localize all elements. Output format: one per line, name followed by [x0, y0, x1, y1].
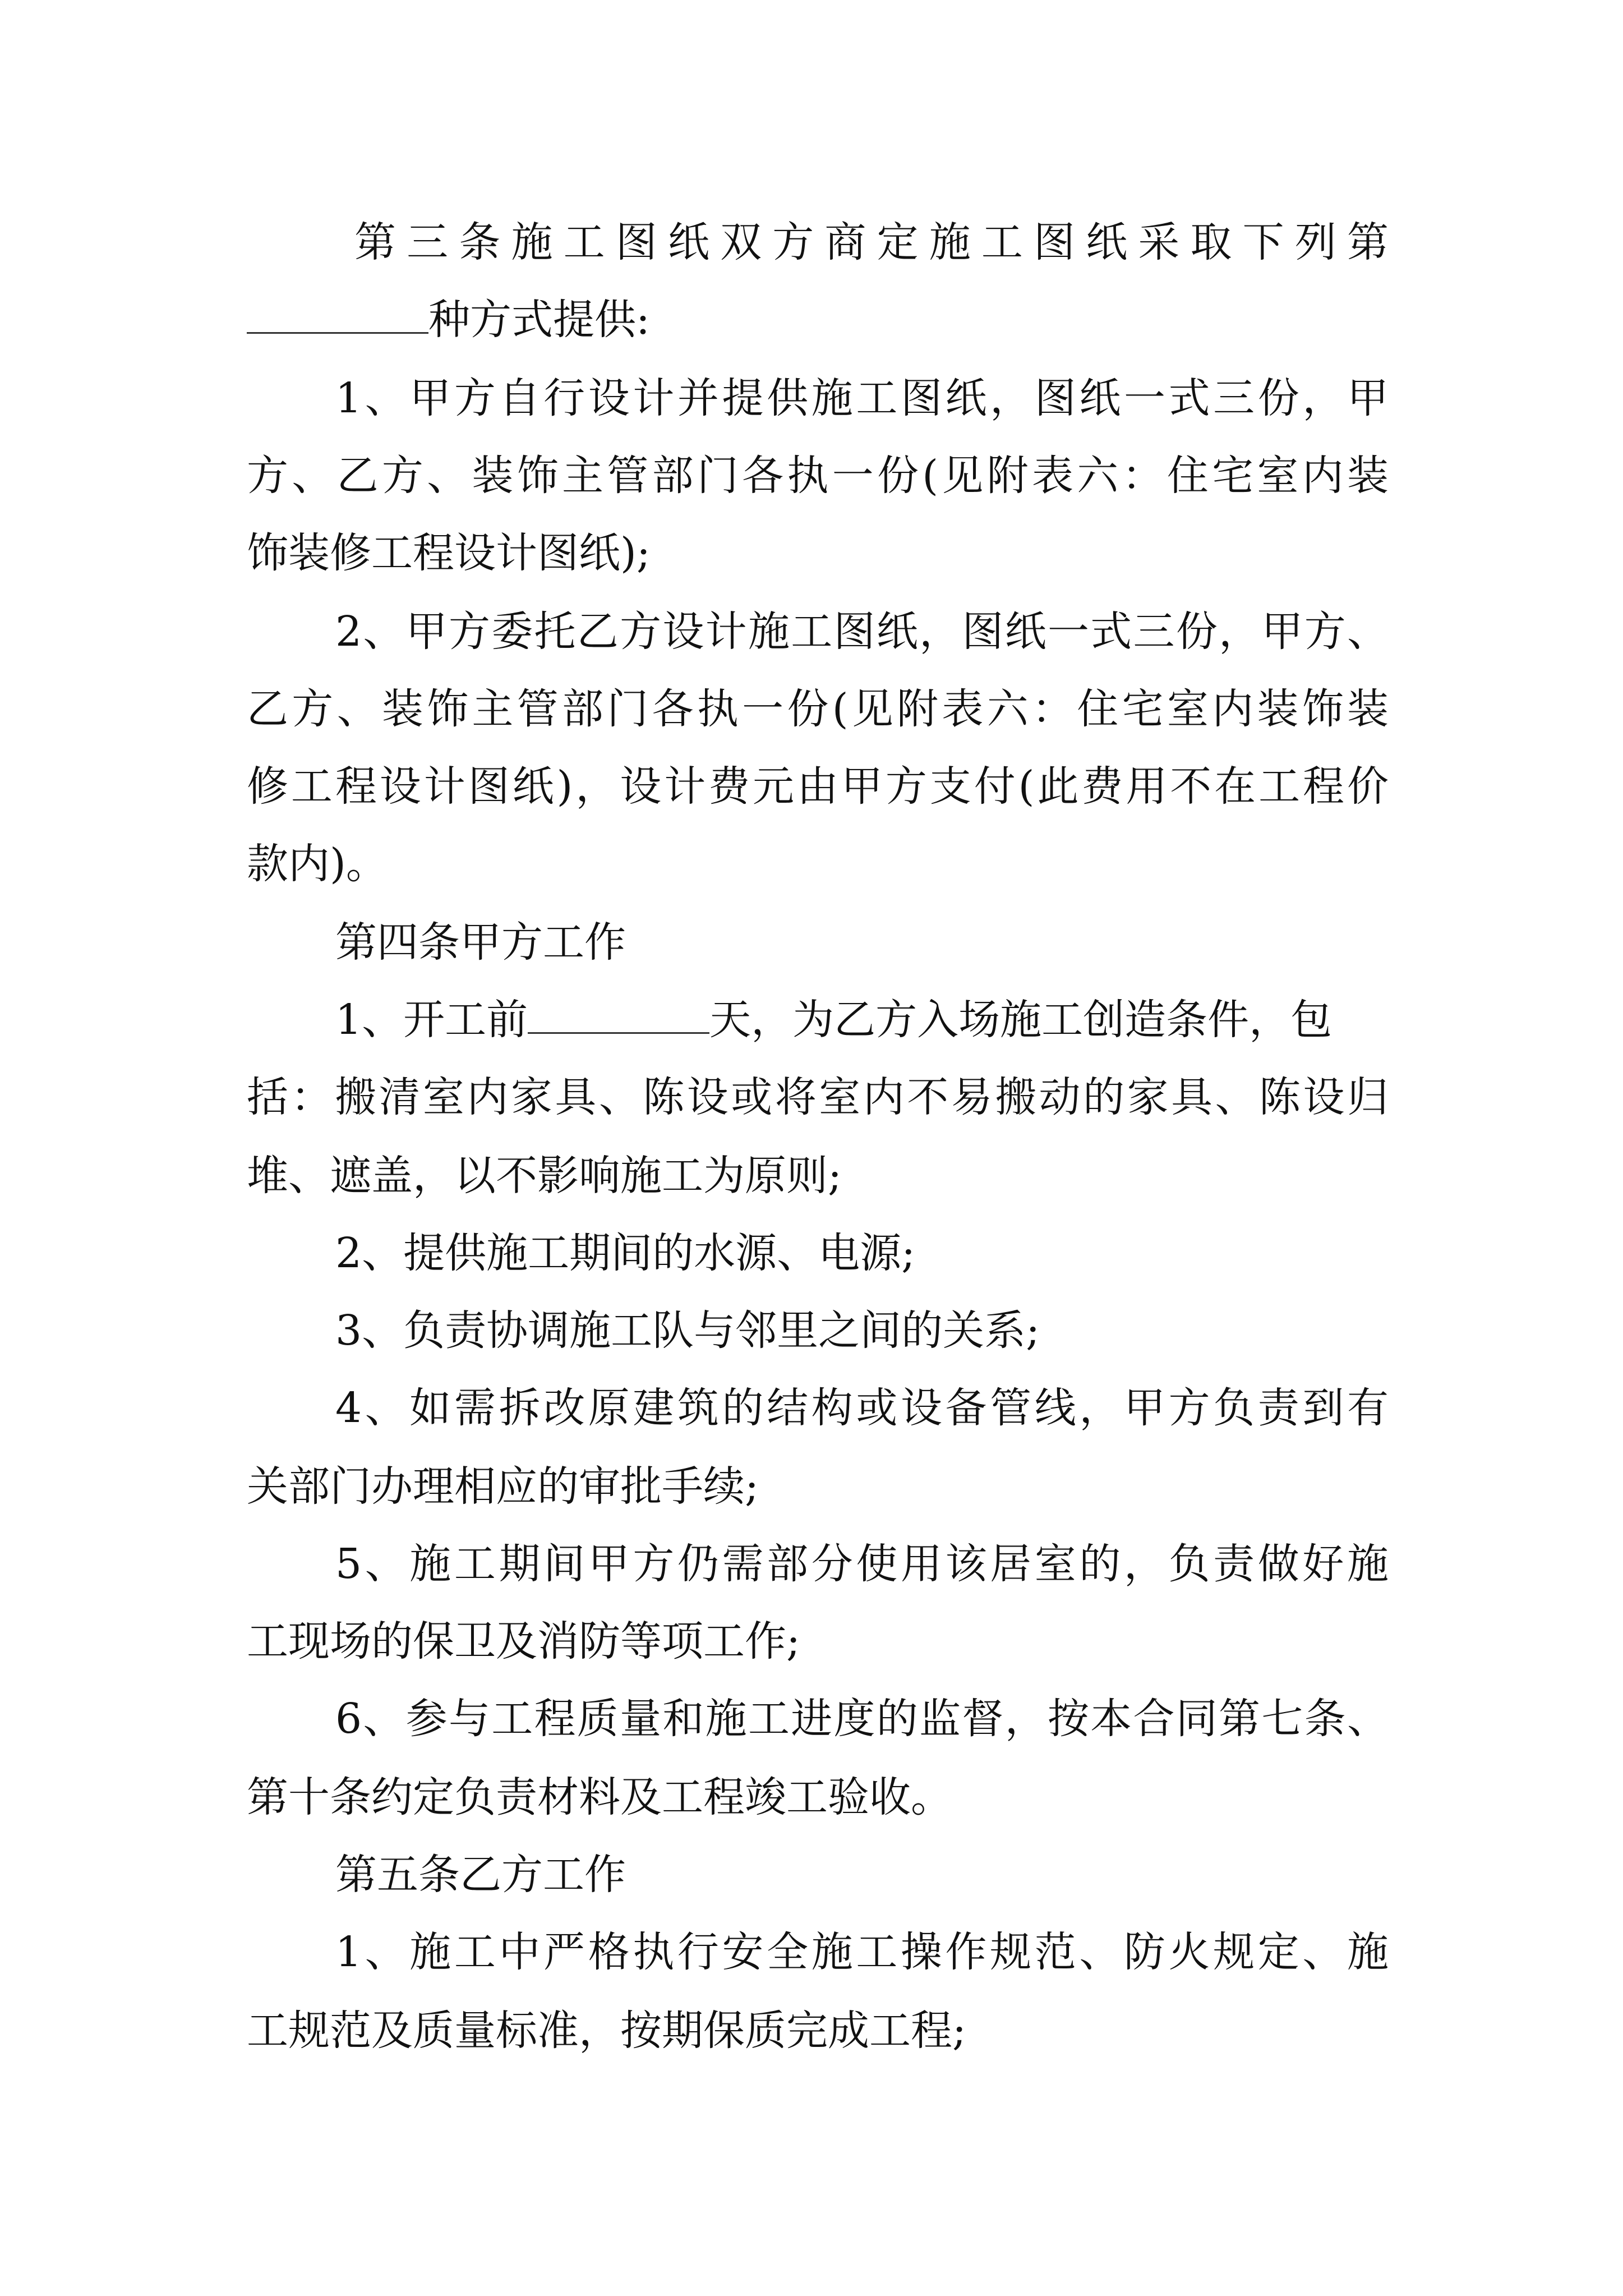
article-4-item-1-line-3: 堆、遮盖，以不影响施工为原则;	[247, 1152, 842, 1200]
article-4-item-4-line-2: 关部门办理相应的审批手续;	[247, 1462, 759, 1511]
article-3-item-2-line-3: 修工程设计图纸)，设计费元由甲方支付(此费用不在工程价	[247, 762, 1389, 811]
article-4-item-6-line-1: 6、参与工程质量和施工进度的监督，按本合同第七条、	[335, 1695, 1389, 1743]
article-4-item-5-line-2: 工现场的保卫及消防等项工作;	[247, 1617, 800, 1665]
article-4-heading: 第四条甲方工作	[335, 918, 626, 967]
article-3-heading: 第三条施工图纸双方商定施工图纸采取下列第	[354, 218, 1389, 266]
article-4-item-2: 2、提供施工期间的水源、电源;	[335, 1229, 916, 1277]
article-3-item-1-line-3: 饰装修工程设计图纸);	[247, 529, 651, 577]
article-5-item-1-line-2: 工规范及质量标准，按期保质完成工程;	[247, 2007, 966, 2055]
article-3-item-2-line-4: 款内)。	[247, 840, 388, 888]
article-4-item-3: 3、负责协调施工队与邻里之间的关系;	[335, 1306, 1040, 1355]
fill-in-blank-method	[247, 293, 428, 334]
article-4-item-1-line-1: 1、开工前 天，为乙方入场施工创造条件，包	[335, 993, 1389, 1047]
article-3-item-2-line-1: 2、甲方委托乙方设计施工图纸，图纸一式三份，甲方、	[335, 608, 1389, 656]
article-3-item-1-line-2: 方、乙方、装饰主管部门各执一份(见附表六：住宅室内装	[247, 452, 1389, 500]
article-4-item-4-line-1: 4、如需拆改原建筑的结构或设备管线，甲方负责到有	[335, 1384, 1389, 1432]
article-4-item-6-line-2: 第十条约定负责材料及工程竣工验收。	[247, 1773, 952, 1821]
article-5-heading: 第五条乙方工作	[335, 1851, 626, 1899]
article-5-item-1-line-1: 1、施工中严格执行安全施工操作规范、防火规定、施	[335, 1928, 1389, 1976]
article-3-heading-continued: 种方式提供:	[247, 293, 1389, 347]
article-3-item-2-line-2: 乙方、装饰主管部门各执一份(见附表六：住宅室内装饰装	[247, 685, 1389, 733]
fill-in-blank-days	[528, 993, 709, 1034]
article-4-item-5-line-1: 5、施工期间甲方仍需部分使用该居室的，负责做好施	[335, 1540, 1389, 1588]
article-4-item-1-line-2: 括：搬清室内家具、陈设或将室内不易搬动的家具、陈设归	[247, 1073, 1389, 1121]
article-3-item-1-line-1: 1、甲方自行设计并提供施工图纸，图纸一式三份，甲	[335, 374, 1389, 422]
